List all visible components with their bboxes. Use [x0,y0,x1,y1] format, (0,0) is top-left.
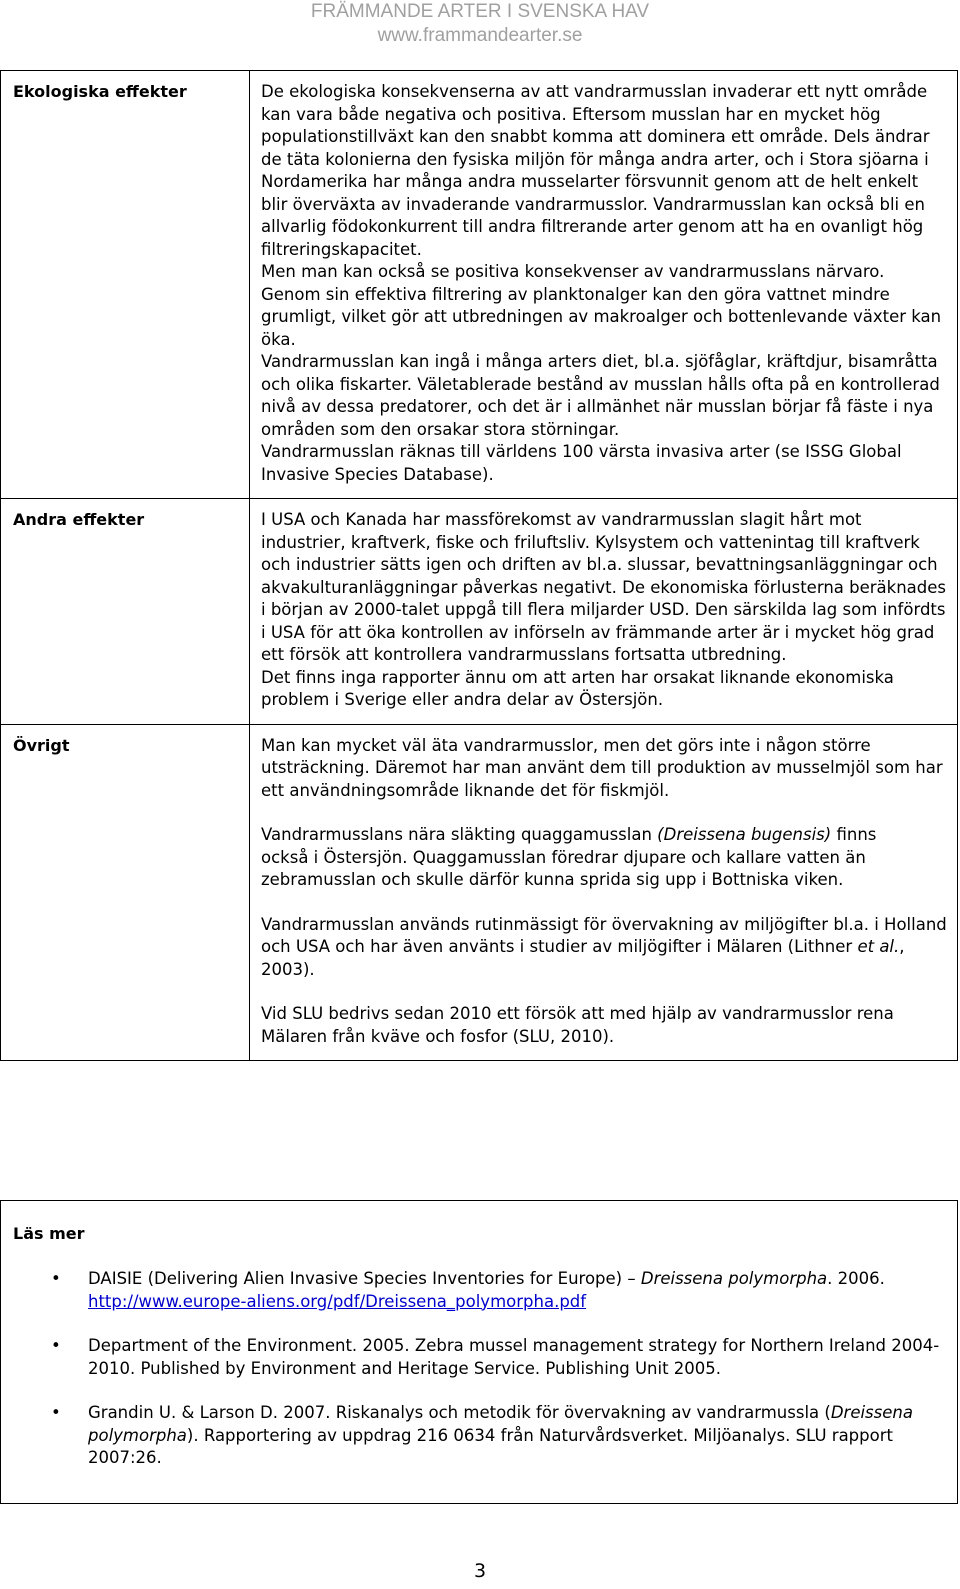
bullet-icon: • [51,1336,61,1355]
paragraph: I USA och Kanada har massförekomst av vandrarmusslan slagit hårt mot industrier, kraftverk, fiske och friluftsliv. Kylsystem och vattenintag till kraftverk och industrier sätts igen och driften av bl.a. slussar, bevattningsanläggningar och akvakulturanläggningar påverkas negativt. De ekonomiska förlusterna beräknades i början av 2000-talet uppgå till flera miljarder USD. Den särskilda lag som infördts i USA för att öka kontrollen av införseln av främmande arter är i mycket hög grad ett försök att kontrollera vandrarmusslans fortsatta utbredning. [261,510,946,664]
text: ). Rapportering av uppdrag 216 0634 från Naturvårdsverket. Miljöanalys. SLU rapport 2007:26. [88,1425,893,1467]
label-andra-effekter: Andra effekter [1,499,250,725]
text: finns [831,825,877,844]
paragraph: De ekologiska konsekvenserna av att vandrarmusslan invaderar ett nytt område kan vara både negativa och positiva. Eftersom musslan har en mycket hög populationstillväxt kan den snabbt komma att dominera ett område. Dels ändrar de täta kolonierna den fysiska miljön för många andra arter, och i Stora sjöarna i Nordamerika har många andra musselarter försvunnit genom att de helt enkelt blir överväxta av invaderande vandrarmusslor. Vandrarmusslan kan också bli en allvarlig födokonkurrent till andra filtrerande arter genom att ha en ovanligt hög filtreringskapacitet. [261,82,930,259]
text: , 2003). [261,937,905,979]
paragraph-miljogifter [261,914,949,982]
text: Grandin U. & Larson D. 2007. Riskanalys och metodik för övervakning av vandrarmussla ( [88,1403,831,1422]
text: Department of the Environment. 2005. Zebra mussel management strategy for Northern Ireland 2004-2010. Published by Environment and Heritage Service. Publishing Unit 2005. [88,1336,940,1378]
reference-link[interactable]: http://www.europe-aliens.org/pdf/Dreissena_polymorpha.pdf [88,1291,587,1311]
reference-item [1,1402,957,1470]
header-url: www.frammandearter.se [377,25,583,46]
paragraph: Men man kan också se positiva konsekvenser av vandrarmusslans närvaro. Genom sin effektiva filtrering av planktonalger kan den göra vattnet mindre grumligt, vilket gör att utbredningen av makroalger och bottenlevande växter kan öka. [261,262,942,349]
species-name: Dreissena polymorpha [640,1269,828,1288]
page-number: 3 [473,1560,487,1582]
paragraph: Vandrarmusslan räknas till världens 100 värsta invasiva arter (se ISSG Global Invasive Species Database). [261,442,902,484]
text: också i Östersjön. Quaggamusslan föredrar djupare och kallare vatten än zebramusslan och skulle därför kunna sprida sig upp i Bottniska viken. [261,847,866,889]
reference-item [1,1268,957,1313]
paragraph: Det finns inga rapporter ännu om att arten har orsakat liknande ekonomiska problem i Sverige eller andra delar av Östersjön. [261,667,894,709]
reference-item [1,1335,957,1380]
content-ekologiska-effekter [250,71,958,499]
row-ovrigt [1,724,958,1061]
text: DAISIE (Delivering Alien Invasive Species Inventories for Europe) – [88,1269,641,1288]
content-andra-effekter [250,499,958,725]
content-ovrigt [250,724,958,1061]
paragraph-slu: Vid SLU bedrivs sedan 2010 ett försök att med hjälp av vandrarmusslor rena Mälaren från kväve och fosfor (SLU, 2010). [261,1004,894,1046]
species-table [0,70,958,1061]
bullet-icon: • [51,1403,61,1422]
reference-list [1,1268,957,1492]
label-ekologiska-effekter: Ekologiska effekter [1,71,250,499]
paragraph-quagga [261,824,949,892]
species-name: (Dreissena bugensis) [657,825,832,844]
label-ovrigt: Övrigt [1,724,250,1061]
row-andra-effekter [1,499,958,725]
row-ekologiska-effekter [1,71,958,499]
text: Vandrarmusslans nära släkting quaggamusslan [261,825,658,844]
citation-etal: et al. [857,937,900,956]
read-more-title: Läs mer [13,1224,85,1243]
paragraph: Vandrarmusslan kan ingå i många arters diet, bl.a. sjöfåglar, kräftdjur, bisamråtta och olika fiskarter. Väletablerade bestånd av musslan hålls ofta på en kontrollerad nivå av dessa predatorer, och det är i allmänhet när musslan börjar få fäste i nya områden som den orsakar stora störningar. [261,352,940,439]
header-title: FRÄMMANDE ARTER I SVENSKA HAV [310,1,650,22]
text: . 2006. [827,1269,885,1288]
bullet-icon: • [51,1269,61,1288]
species-name: Dreissena polymorpha [88,1403,913,1445]
text: Vandrarmusslan används rutinmässigt för övervakning av miljögifter bl.a. i Holland och USA och har även använts i studier av miljögifter i Mälaren (Lithner [261,914,947,956]
read-more-box [0,1200,958,1504]
paragraph: Man kan mycket väl äta vandrarmusslor, men det görs inte i någon större utsträckning. Däremot har man använt dem till produktion av musselmjöl som har ett användningsområde liknande det för fiskmjöl. [261,735,943,800]
page-header [0,0,960,48]
